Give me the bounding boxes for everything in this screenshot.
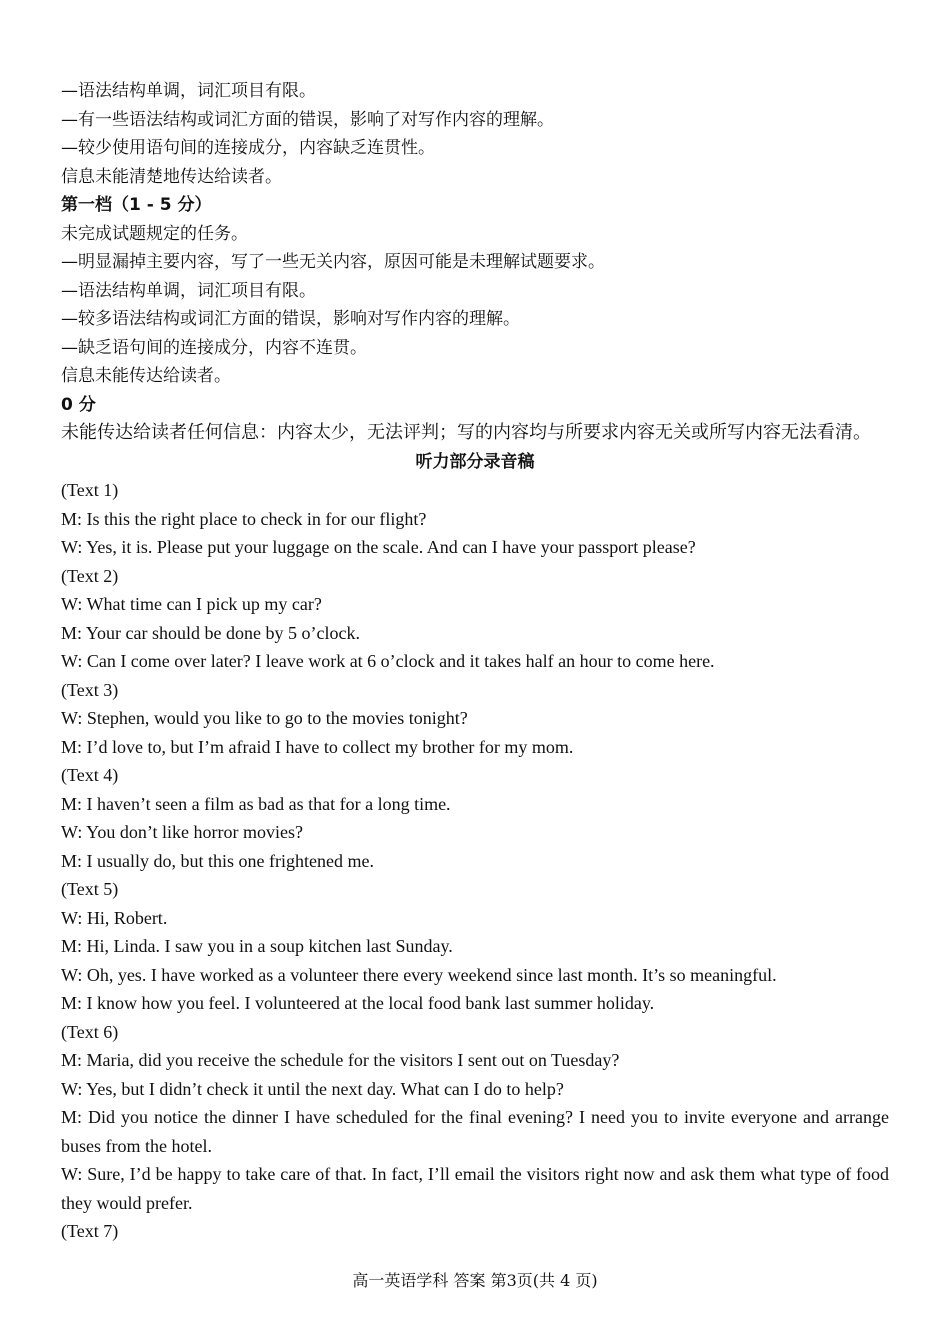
rubric-band1-line-4: —较多语法结构或词汇方面的错误，影响对写作内容的理解。 xyxy=(61,309,520,329)
text-7-label: (Text 7) xyxy=(61,1221,119,1241)
text-4-label: (Text 4) xyxy=(61,765,119,785)
rubric-band2-line-2: —有一些语法结构或词汇方面的错误，影响了对写作内容的理解。 xyxy=(61,109,554,130)
dialogue-line: W: Can I come over later? I leave work at 6 o’clock and it takes half an hour to come here. xyxy=(61,651,715,671)
page-footer: 高一英语学科 答案 第3页(共 4 页) xyxy=(352,1271,598,1290)
rubric-band1-line-1: 未完成试题规定的任务。 xyxy=(61,223,248,244)
dialogue-line: M: Did you notice the dinner I have scheduled for the final evening? I need you to invite everyone and arrange buses from the hotel. xyxy=(61,1107,889,1156)
text-2-label: (Text 2) xyxy=(61,565,119,586)
transcript-title: 听力部分录音稿 xyxy=(415,451,535,472)
dialogue-line: M: I’d love to, but I’m afraid I have to collect my brother for my mom. xyxy=(61,736,574,757)
rubric-band1-line-5: —缺乏语句间的连接成分，内容不连贯。 xyxy=(61,337,367,358)
dialogue-line: W: You don’t like horror movies? xyxy=(61,822,303,842)
rubric-band1-line-2: —明显漏掉主要内容，写了一些无关内容，原因可能是未理解试题要求。 xyxy=(61,252,605,272)
dialogue-line: M: I haven’t seen a film as bad as that for a long time. xyxy=(61,793,451,814)
dialogue-line: W: Sure, I’d be happy to take care of that. In fact, I’ll email the visitors right now and ask them what type of food they would prefer. xyxy=(61,1164,889,1213)
dialogue-line: M: Hi, Linda. I saw you in a soup kitchen last Sunday. xyxy=(61,936,453,956)
rubric-band1-heading: 第一档（1 - 5 分） xyxy=(61,195,212,215)
text-1-label: (Text 1) xyxy=(61,480,119,500)
dialogue-line: W: Oh, yes. I have worked as a volunteer there every weekend since last month. It’s so meaningful. xyxy=(61,964,777,985)
rubric-band1-line-3: —语法结构单调，词汇项目有限。 xyxy=(61,280,316,301)
dialogue-line: M: I know how you feel. I volunteered at the local food bank last summer holiday. xyxy=(61,993,655,1013)
dialogue-line: M: I usually do, but this one frightened me. xyxy=(61,850,374,871)
rubric-band2-line-4: 信息未能清楚地传达给读者。 xyxy=(61,166,282,187)
dialogue-line: M: Is this the right place to check in for our flight? xyxy=(61,508,427,529)
rubric-band2-line-3: —较少使用语句间的连接成分，内容缺乏连贯性。 xyxy=(61,138,435,158)
dialogue-line: M: Maria, did you receive the schedule for the visitors I sent out on Tuesday? xyxy=(61,1050,620,1070)
dialogue-line: W: Stephen, would you like to go to the movies tonight? xyxy=(61,708,468,728)
rubric-band0-text: 未能传达给读者任何信息：内容太少，无法评判；写的内容均与所要求内容无关或所写内容无法看清。 xyxy=(61,422,871,443)
rubric-band1-line-6: 信息未能传达给读者。 xyxy=(61,366,231,386)
dialogue-line: W: Yes, but I didn’t check it until the next day. What can I do to help? xyxy=(61,1078,564,1099)
rubric-band2-line-1: —语法结构单调，词汇项目有限。 xyxy=(61,81,316,101)
dialogue-line: W: Yes, it is. Please put your luggage on the scale. And can I have your passport please? xyxy=(61,537,696,557)
text-5-label: (Text 5) xyxy=(61,879,119,899)
dialogue-line: W: Hi, Robert. xyxy=(61,907,168,928)
dialogue-line: W: What time can I pick up my car? xyxy=(61,594,322,614)
text-3-label: (Text 3) xyxy=(61,679,119,700)
text-6-label: (Text 6) xyxy=(61,1021,119,1042)
page-content xyxy=(61,77,889,1246)
dialogue-line: M: Your car should be done by 5 o’clock. xyxy=(61,622,360,643)
rubric-band0-heading: 0 分 xyxy=(61,394,96,415)
